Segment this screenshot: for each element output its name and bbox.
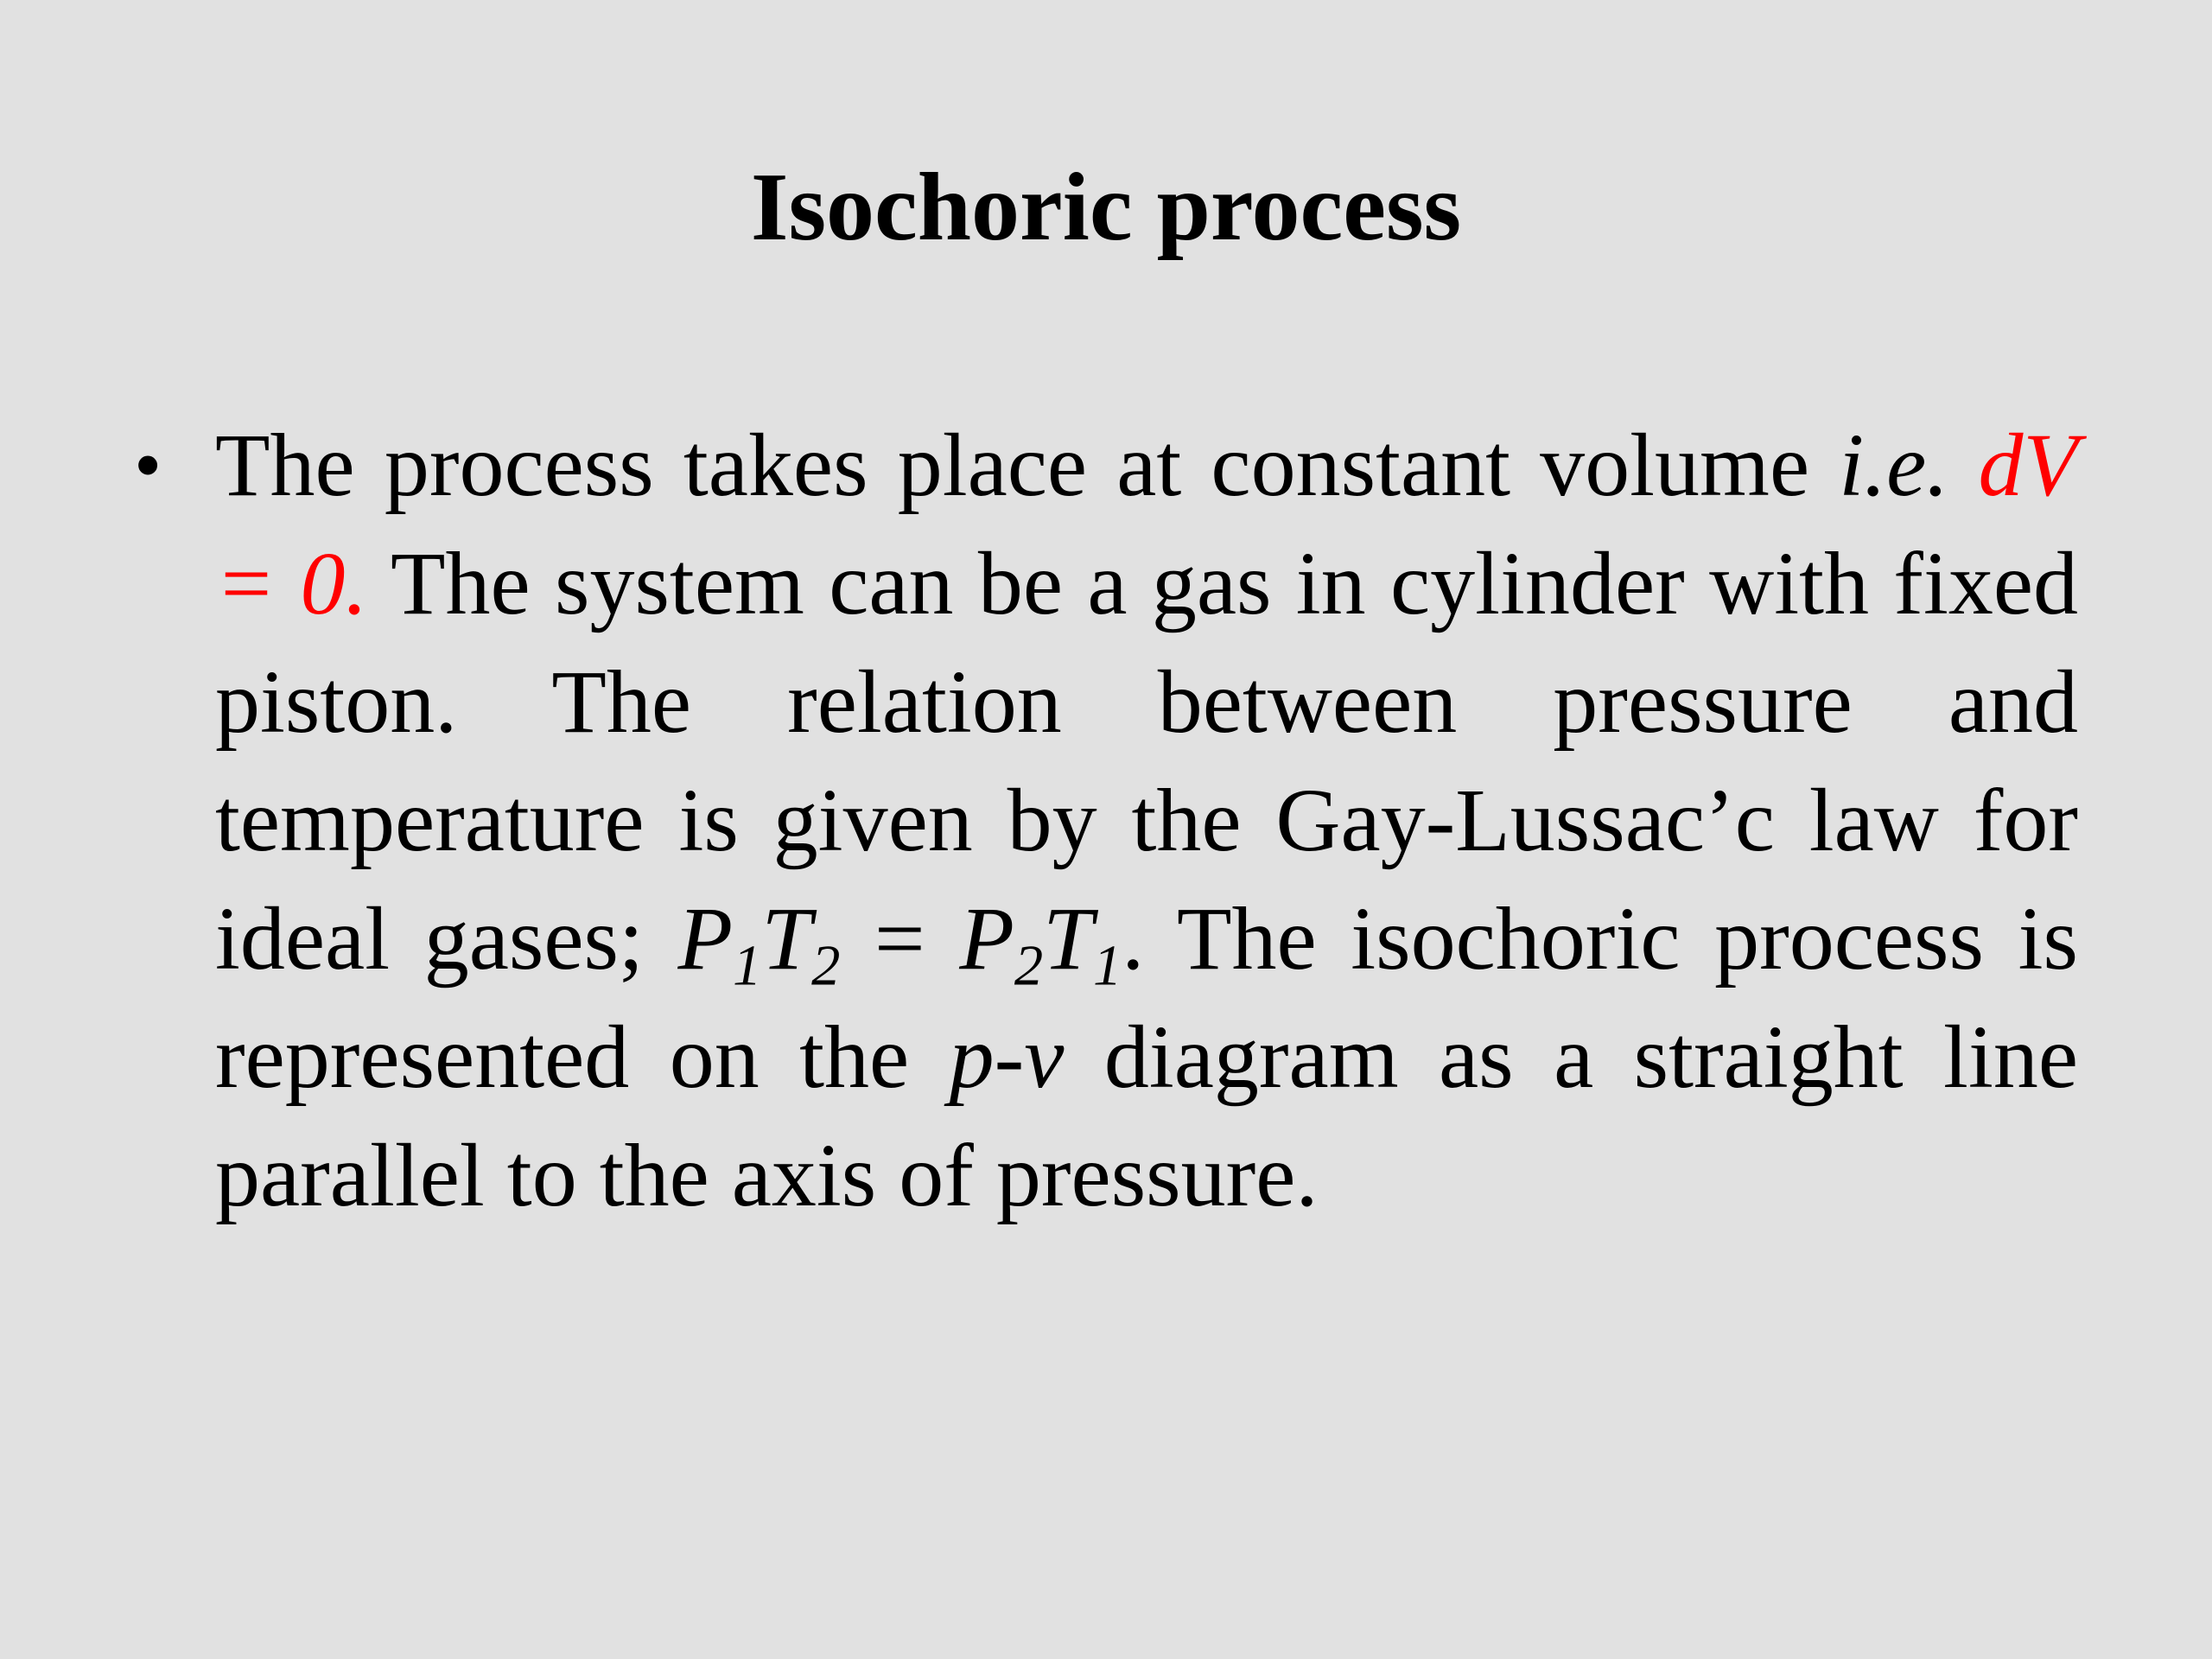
formula-t2 [761, 889, 841, 998]
slide-title: Isochoric process [750, 154, 1462, 261]
formula-subscript: 1 [733, 934, 762, 998]
paragraph-text-part: diagram as a straight line parallel to the axis of pressure. [215, 1007, 2079, 1225]
formula-var-t: T [1043, 889, 1093, 988]
paragraph-text-part: The system can be a gas in cylinder with fixed piston. The relation between pressure and temperature is given by the Gay-Lussac’c law for ideal gases; [215, 534, 2078, 988]
formula-p2 [959, 889, 1044, 998]
formula-equals: = [840, 889, 960, 988]
paragraph-space [1948, 416, 1978, 515]
bullet-dot-icon: • [134, 421, 162, 509]
dv-equation: dV = 0. [215, 416, 2079, 633]
pv-diagram-term: p-v [949, 1007, 1065, 1107]
paragraph-text-part: The process takes place at constant volume [215, 416, 1840, 515]
formula-subscript: 2 [811, 934, 841, 998]
formula-subscript: 1 [1092, 934, 1122, 998]
formula-subscript: 2 [1014, 934, 1044, 998]
formula-p1 [677, 889, 762, 998]
formula-t1 [1043, 889, 1122, 998]
bullet-paragraph [215, 406, 2078, 1235]
formula-var-t: T [761, 889, 812, 988]
formula-var-p: P [677, 889, 734, 988]
formula-var-p: P [959, 889, 1014, 988]
paragraph-text-part: . The isochoric process is represented on the [215, 889, 2078, 1107]
ie-abbreviation: i.e. [1839, 416, 1949, 515]
